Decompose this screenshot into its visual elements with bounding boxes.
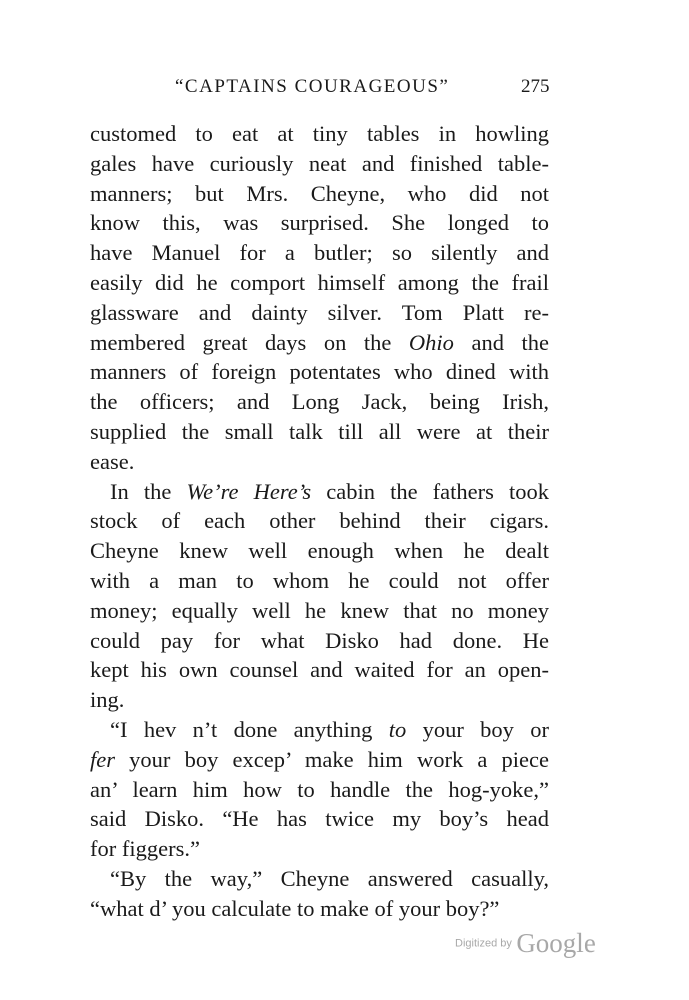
text-line — [90, 536, 549, 566]
text-line — [90, 357, 549, 387]
text-segment: your boy excep’ make him work a piece — [115, 746, 549, 772]
text-line — [90, 387, 549, 417]
italic-text: fer — [90, 746, 115, 772]
text-segment: money; equally well he knew that no money — [90, 597, 549, 623]
text-segment: ease. — [90, 448, 135, 474]
text-line — [90, 655, 549, 685]
text-segment: with a man to whom he could not offer — [90, 567, 549, 593]
text-line — [90, 179, 549, 209]
text-line — [90, 268, 549, 298]
text-segment: membered great days on the — [90, 329, 409, 355]
text-segment: supplied the small talk till all were at their — [90, 418, 549, 444]
text-segment: manners; but Mrs. Cheyne, who did not — [90, 180, 549, 206]
text-line — [90, 685, 549, 715]
text-segment: “I hev n’t done anything — [110, 716, 389, 742]
text-segment: ing. — [90, 687, 125, 713]
digitized-watermark — [455, 928, 596, 959]
text-line — [90, 328, 549, 358]
text-line — [90, 506, 549, 536]
body-text — [90, 119, 549, 924]
text-segment: gales have curiously neat and finished table- — [90, 150, 549, 176]
text-line — [90, 864, 549, 894]
watermark-brand: Google — [516, 928, 596, 958]
text-line — [90, 596, 549, 626]
text-segment: In the — [110, 478, 187, 504]
text-line — [90, 715, 549, 745]
text-segment: “By the way,” Cheyne answered casually, — [110, 865, 549, 891]
running-title: “CAPTAINS COURAGEOUS” — [175, 76, 450, 97]
text-line — [90, 149, 549, 179]
text-line — [90, 417, 549, 447]
text-segment: an’ learn him how to handle the hog-yoke,” — [90, 776, 549, 802]
text-line — [90, 208, 549, 238]
text-line — [90, 447, 549, 477]
text-line — [90, 566, 549, 596]
text-segment: easily did he comport himself among the frail — [90, 269, 549, 295]
text-segment: have Manuel for a butler; so silently and — [90, 240, 549, 266]
text-segment: could pay for what Disko had done. He — [90, 627, 549, 653]
text-line — [90, 626, 549, 656]
text-segment: glassware and dainty silver. Tom Platt re- — [90, 299, 549, 325]
text-line — [90, 477, 549, 507]
text-segment: manners of foreign potentates who dined with — [90, 359, 549, 385]
text-line — [90, 298, 549, 328]
text-segment: “what d’ you calculate to make of your boy?” — [90, 895, 500, 921]
text-segment: stock of each other behind their cigars. — [90, 508, 549, 534]
text-line — [90, 775, 549, 805]
text-segment: said Disko. “He has twice my boy’s head — [90, 806, 549, 832]
text-segment: the officers; and Long Jack, being Irish, — [90, 389, 549, 415]
text-line — [90, 119, 549, 149]
text-line — [90, 834, 549, 864]
page-number: 275 — [521, 76, 550, 97]
text-segment: kept his own counsel and waited for an open- — [90, 657, 549, 683]
text-segment: cabin the fathers took — [311, 478, 549, 504]
text-segment: your boy or — [406, 716, 549, 742]
text-line — [90, 238, 549, 268]
italic-text: We’re Here’s — [186, 478, 312, 504]
text-line — [90, 894, 549, 924]
text-segment: know this, was surprised. She longed to — [90, 210, 549, 236]
text-segment: customed to eat at tiny tables in howling — [90, 121, 549, 146]
watermark-prefix: Digitized by — [455, 937, 512, 950]
text-segment: for figgers.” — [90, 836, 200, 862]
text-line — [90, 804, 549, 834]
text-segment: and the — [453, 329, 549, 355]
text-line — [90, 745, 549, 775]
text-segment: Cheyne knew well enough when he dealt — [90, 538, 549, 564]
italic-text: to — [388, 716, 407, 742]
italic-text: Ohio — [408, 329, 454, 355]
